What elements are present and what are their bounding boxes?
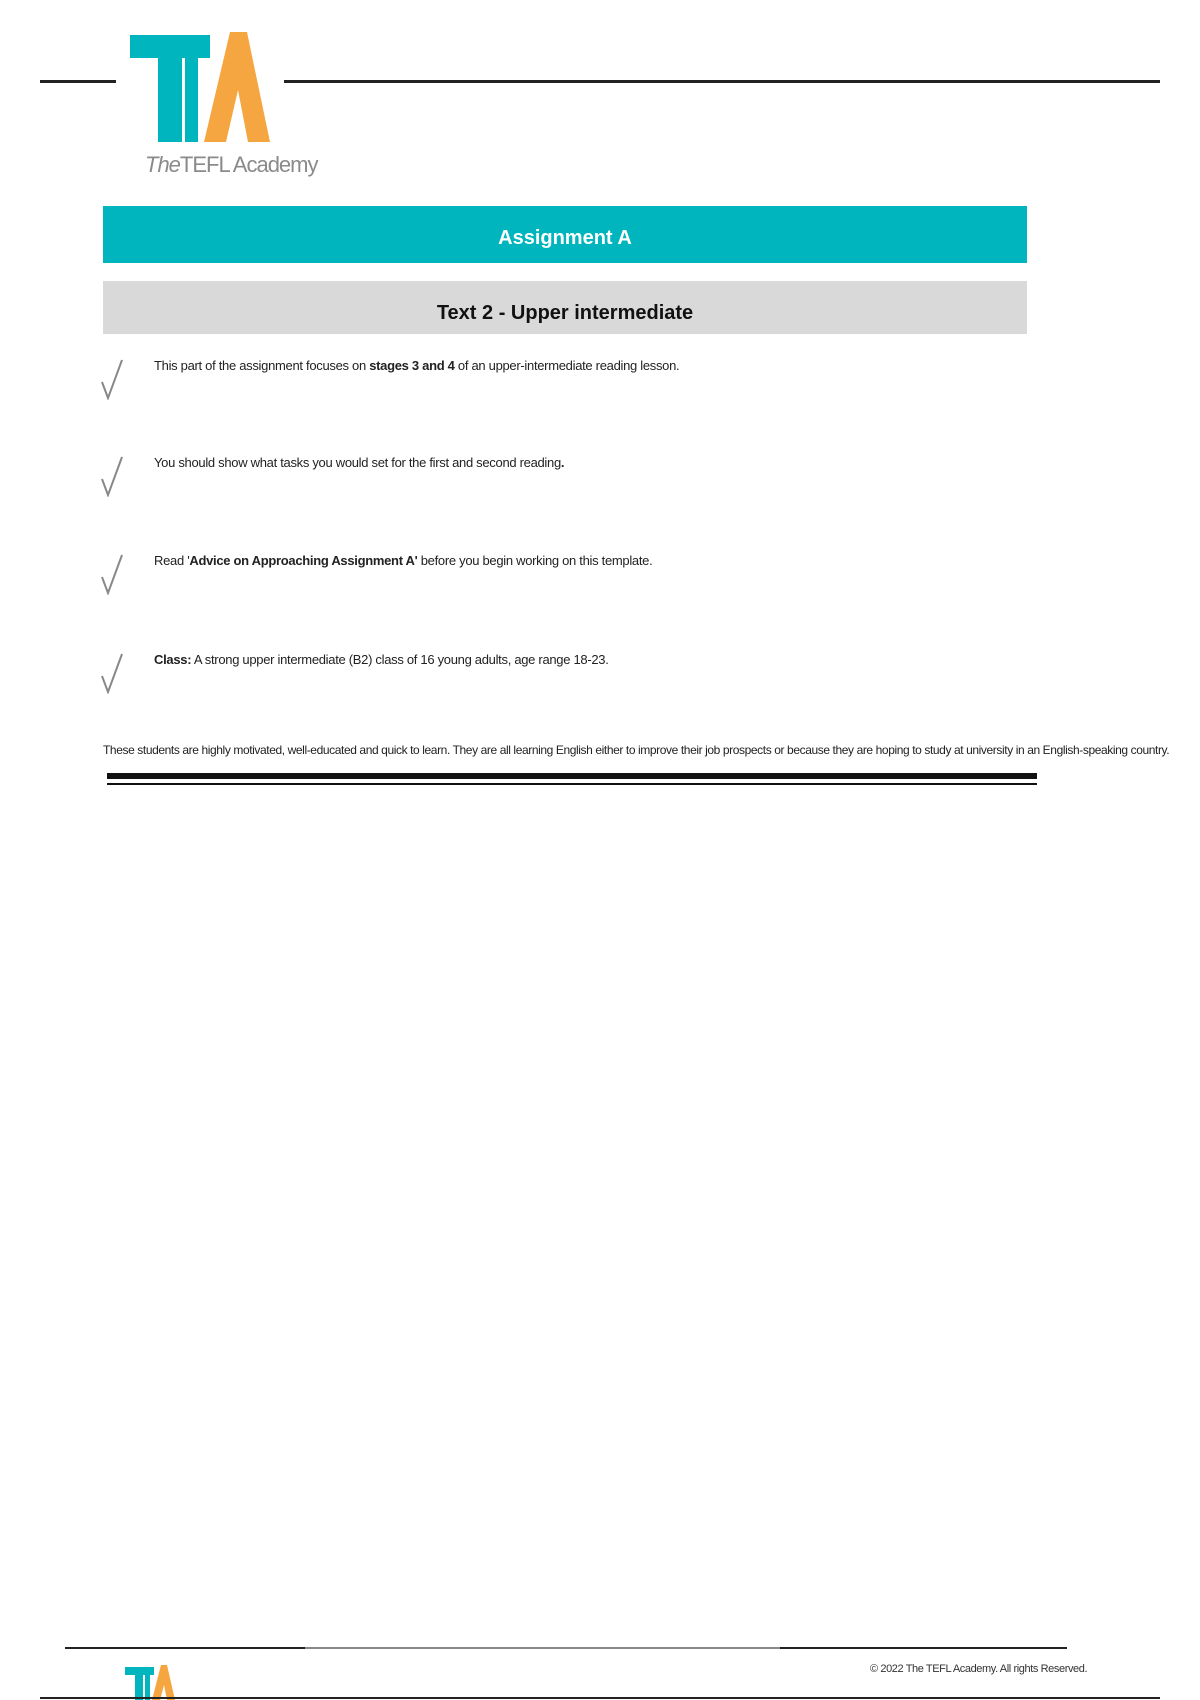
checklist-item xyxy=(100,553,1000,613)
item-text-bold: stages 3 and 4 xyxy=(369,358,455,373)
item-text-pre: You should show what tasks you would set for the first and second reading xyxy=(154,455,561,470)
assignment-banner xyxy=(103,206,1027,263)
text-level-banner xyxy=(103,281,1027,334)
footer-rule-mid xyxy=(305,1647,780,1649)
checklist-item xyxy=(100,652,1000,712)
item-text-bold: Class: xyxy=(154,652,192,667)
item-text xyxy=(154,652,609,667)
checkmark-icon xyxy=(100,553,124,595)
section-divider-thin xyxy=(107,783,1037,785)
item-text-pre: This part of the assignment focuses on xyxy=(154,358,370,373)
subbanner-title: Text 2 - Upper intermediate xyxy=(436,302,694,324)
class-description: These students are highly motivated, well-educated and quick to learn. They are all learning English either to improve their job prospects or because they are hoping to study at university in an English-speaking country. xyxy=(103,743,1170,757)
logo-name: TEFL Academy xyxy=(179,152,318,177)
item-text-post: of an upper-intermediate reading lesson. xyxy=(454,358,680,373)
item-text-post: before you begin working on this template. xyxy=(417,553,653,568)
copyright-text: © 2022 The TEFL Academy. All rights Reserved. xyxy=(870,1663,1088,1675)
logo-wordmark xyxy=(145,152,318,178)
item-text-pre: Read ' xyxy=(154,553,190,568)
checkmark-icon xyxy=(100,455,124,497)
banner-title: Assignment A xyxy=(498,227,632,249)
item-text-post: A strong upper intermediate (B2) class of 16 young adults, age range 18-23. xyxy=(191,652,609,667)
logo-the: The xyxy=(145,152,180,177)
checklist-item xyxy=(100,455,1000,515)
section-divider-thick xyxy=(107,773,1037,779)
item-text xyxy=(154,358,679,373)
checkmark-icon xyxy=(100,358,124,400)
header-rule-left xyxy=(40,80,116,83)
item-text-bold: . xyxy=(560,455,565,470)
item-text xyxy=(154,553,652,568)
item-text-bold: Advice on Approaching Assignment A' xyxy=(189,553,418,568)
checklist-item xyxy=(100,358,1000,418)
checkmark-icon xyxy=(100,652,124,694)
footer-tta-logo xyxy=(125,1665,175,1700)
page-bottom-rule xyxy=(40,1697,1160,1699)
item-text xyxy=(154,455,564,470)
header-rule-right xyxy=(284,80,1160,83)
